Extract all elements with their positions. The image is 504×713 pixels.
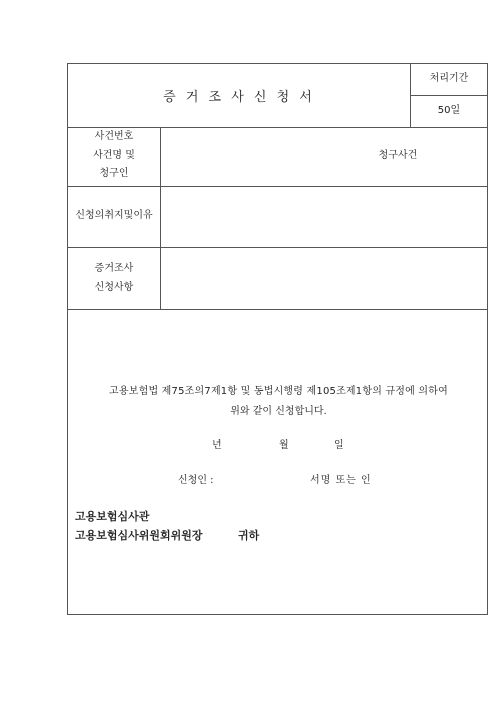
purpose-label: 신청의취지및이유 <box>75 210 153 221</box>
case-value: 청구사건 <box>378 150 418 161</box>
form-title: 증 거 조 사 신 청 서 <box>163 90 315 105</box>
date-month: 월 <box>279 440 289 451</box>
statement-line-2: 위와 같이 신청합니다. <box>230 406 327 417</box>
application-form <box>67 63 488 615</box>
claimant-label: 청구인 <box>99 168 129 179</box>
statement-line-1: 고용보험법 제75조의7제1항 및 동법시행령 제105조제1항의 규정에 의하여 <box>109 386 448 397</box>
processing-period-value: 50일 <box>437 105 461 116</box>
processing-divider <box>410 95 487 96</box>
request-items-label: 신청사항 <box>94 282 134 293</box>
signature-label: 서명 또는 인 <box>310 475 372 486</box>
date-year: 년 <box>212 440 222 451</box>
label-column-divider <box>160 127 161 309</box>
date-day: 일 <box>334 440 344 451</box>
items-row-bottom-line <box>68 309 487 310</box>
purpose-row-bottom-line <box>68 247 487 248</box>
recipient-line-2: 고용보험심사위원회위원장 <box>75 529 203 542</box>
case-row-bottom-line <box>68 186 487 187</box>
case-name-label: 사건명 및 <box>93 150 135 161</box>
processing-period-label: 처리기간 <box>429 73 469 84</box>
evidence-label: 증거조사 <box>94 263 134 274</box>
applicant-label: 신청인 : <box>178 475 214 486</box>
recipient-line-1: 고용보험심사관 <box>75 510 150 523</box>
recipient-honorific: 귀하 <box>238 529 260 542</box>
case-number-label: 사건번호 <box>94 131 134 142</box>
